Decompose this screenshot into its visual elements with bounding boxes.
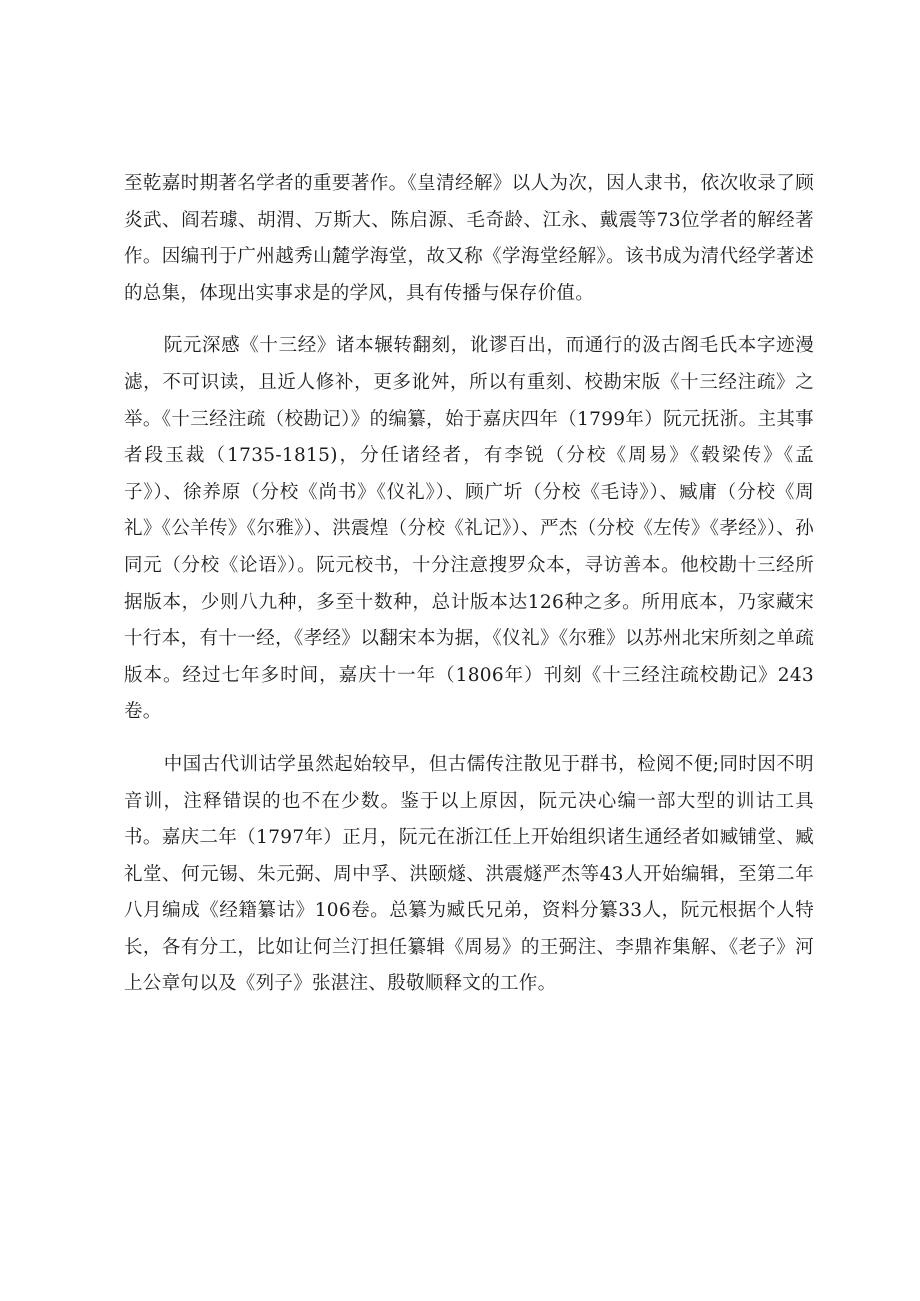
paragraph-jingji-zhuangu: 中国古代训诂学虽然起始较早，但古儒传注散见于群书，检阅不便;同时因不明音训，注释错误的也不在少数。鉴于以上原因，阮元决心编一部大型的训诂工具书。嘉庆二年（1797年）正月，阮元在浙江任上开始组织诸生通经者如臧铺堂、臧礼堂、何元锡、朱元弼、周中孚、洪颐燧、洪震燧严杰等43人开始编辑，至第二年八月编成《经籍纂诂》106卷。总纂为臧氏兄弟，资料分纂33人，阮元根据个人特长，各有分工，比如让何兰汀担任纂辑《周易》的王弼注、李鼎祚集解、《老子》河上公章句以及《列子》张湛注、殷敬顺释文的工作。 [124,753,814,995]
paragraph-continuation: 至乾嘉时期著名学者的重要著作。《皇清经解》以人为次，因人隶书，依次收录了顾炎武、阎若璩、胡渭、万斯大、陈启源、毛奇龄、江永、戴震等73位学者的解经著作。因编刊于广州越秀山麓学海堂，故又称《学海堂经解》。该书成为清代经学著述的总集，体现出实事求是的学风，具有传播与保存价值。 [124,173,814,304]
paragraph-ruan-yuan-thirteen-classics: 阮元深感《十三经》诸本辗转翻刻，讹谬百出，而通行的汲古阁毛氏本字迹漫滤，不可识读，且近人修补，更多讹舛，所以有重刻、校勘宋版《十三经注疏》之举。《十三经注疏（校勘记）》的编纂，始于嘉庆四年（1799年）阮元抚浙。主其事者段玉裁（1735-1815)，分任诸经者，有李锐（分校《周易》《毂梁传》《孟子》）、徐养原（分校《尚书》《仪礼》）、顾广圻（分校《毛诗》）、臧庸（分校《周礼》《公羊传》《尔雅》）、洪震煌（分校《礼记》）、严杰（分校《左传》《孝经》）、孙同元（分校《论语》）。阮元校书，十分注意搜罗众本，寻访善本。他校勘十三经所据版本，少则八九种，多至十数种，总计版本达126种之多。所用底本，乃家藏宋十行本，有十一经，《孝经》以翻宋本为据，《仪礼》《尔雅》以苏州北宋所刻之单疏版本。经过七年多时间，嘉庆十一年（1806年）刊刻《十三经注疏校勘记》243卷。 [124,335,814,723]
document-body [124,166,814,1003]
